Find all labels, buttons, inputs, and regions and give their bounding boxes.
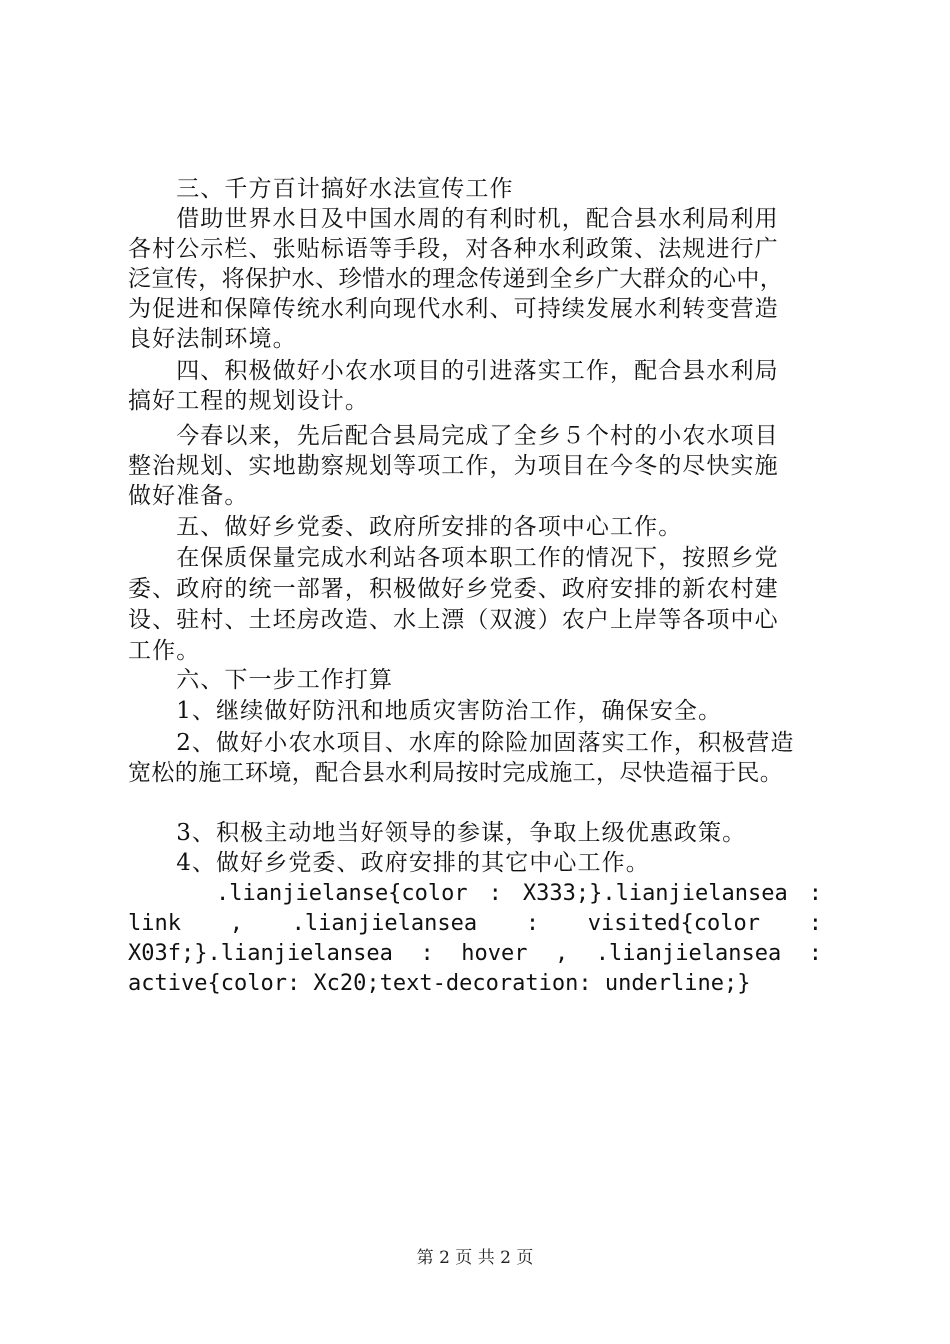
paragraph-line: 今春以来，先后配合县局完成了全乡５个村的小农水项目 bbox=[128, 423, 779, 449]
css-token: , bbox=[554, 941, 569, 966]
css-token: X333;}.lianjielansea bbox=[522, 881, 788, 906]
css-token: : bbox=[420, 941, 434, 966]
list-item-2-cont: 宽松的施工环境，配合县水利局按时完成施工，尽快造福于民。 bbox=[128, 760, 784, 786]
section-heading-4: 四、积极做好小农水项目的引进落实工作，配合县水利局 bbox=[128, 358, 779, 384]
css-code-line bbox=[128, 879, 822, 909]
css-token: : bbox=[525, 911, 540, 936]
list-item-4: 4、做好乡党委、政府安排的其它中心工作。 bbox=[128, 850, 650, 876]
css-token: X03f;}.lianjielansea bbox=[128, 941, 393, 966]
css-token: link bbox=[128, 911, 181, 936]
css-token: , bbox=[229, 911, 243, 936]
paragraph-line: 委、政府的统一部署，积极做好乡党委、政府安排的新农村建 bbox=[128, 576, 779, 602]
list-item-3: 3、积极主动地当好领导的参谋，争取上级优惠政策。 bbox=[128, 820, 747, 846]
css-token: : bbox=[808, 881, 822, 906]
paragraph-line: 在保质保量完成水利站各项本职工作的情况下，按照乡党 bbox=[128, 545, 779, 571]
css-token: .lianjielanse{color bbox=[128, 881, 468, 906]
paragraph-line: 借助世界水日及中国水周的有利时机，配合县水利局利用 bbox=[128, 206, 779, 232]
css-token: : bbox=[808, 941, 822, 966]
css-code-line bbox=[128, 909, 822, 939]
css-token: .lianjielansea bbox=[291, 911, 478, 936]
section-heading-6: 六、下一步工作打算 bbox=[128, 667, 394, 693]
css-token: visited{color bbox=[587, 911, 760, 936]
section-heading-3: 三、千方百计搞好水法宣传工作 bbox=[128, 176, 514, 202]
section-heading-5: 五、做好乡党委、政府所安排的各项中心工作。 bbox=[128, 514, 683, 540]
paragraph-line: 做好准备。 bbox=[128, 483, 249, 509]
paragraph-line: 工作。 bbox=[128, 638, 201, 664]
paragraph-line: 良好法制环境。 bbox=[128, 326, 297, 352]
paragraph-line: 设、驻村、土坯房改造、水上漂（双渡）农户上岸等各项中心 bbox=[128, 607, 779, 633]
section-heading-4-cont: 搞好工程的规划设计。 bbox=[128, 388, 369, 414]
paragraph-line: 泛宣传，将保护水、珍惜水的理念传递到全乡广大群众的心中， bbox=[128, 266, 784, 292]
paragraph-line: 各村公示栏、张贴标语等手段，对各种水利政策、法规进行广 bbox=[128, 236, 779, 262]
css-code-line bbox=[128, 969, 822, 999]
css-token: hover bbox=[461, 941, 528, 966]
paragraph-line: 整治规划、实地勘察规划等项工作，为项目在今冬的尽快实施 bbox=[128, 453, 779, 479]
css-token: : bbox=[808, 911, 822, 936]
css-code-line bbox=[128, 939, 822, 969]
paragraph-line: 为促进和保障传统水利向现代水利、可持续发展水利转变营造 bbox=[128, 296, 779, 322]
css-token: active{color: Xc20;text-decoration: underline;} bbox=[128, 971, 751, 996]
list-item-2: 2、做好小农水项目、水库的除险加固落实工作，积极营造 bbox=[128, 730, 795, 756]
page-footer: 第 2 页 共 2 页 bbox=[416, 1248, 534, 1268]
css-token: .lianjielansea bbox=[595, 941, 782, 966]
css-token: : bbox=[488, 881, 502, 906]
list-item-1: 1、继续做好防汛和地质灾害防治工作，确保安全。 bbox=[128, 698, 723, 724]
